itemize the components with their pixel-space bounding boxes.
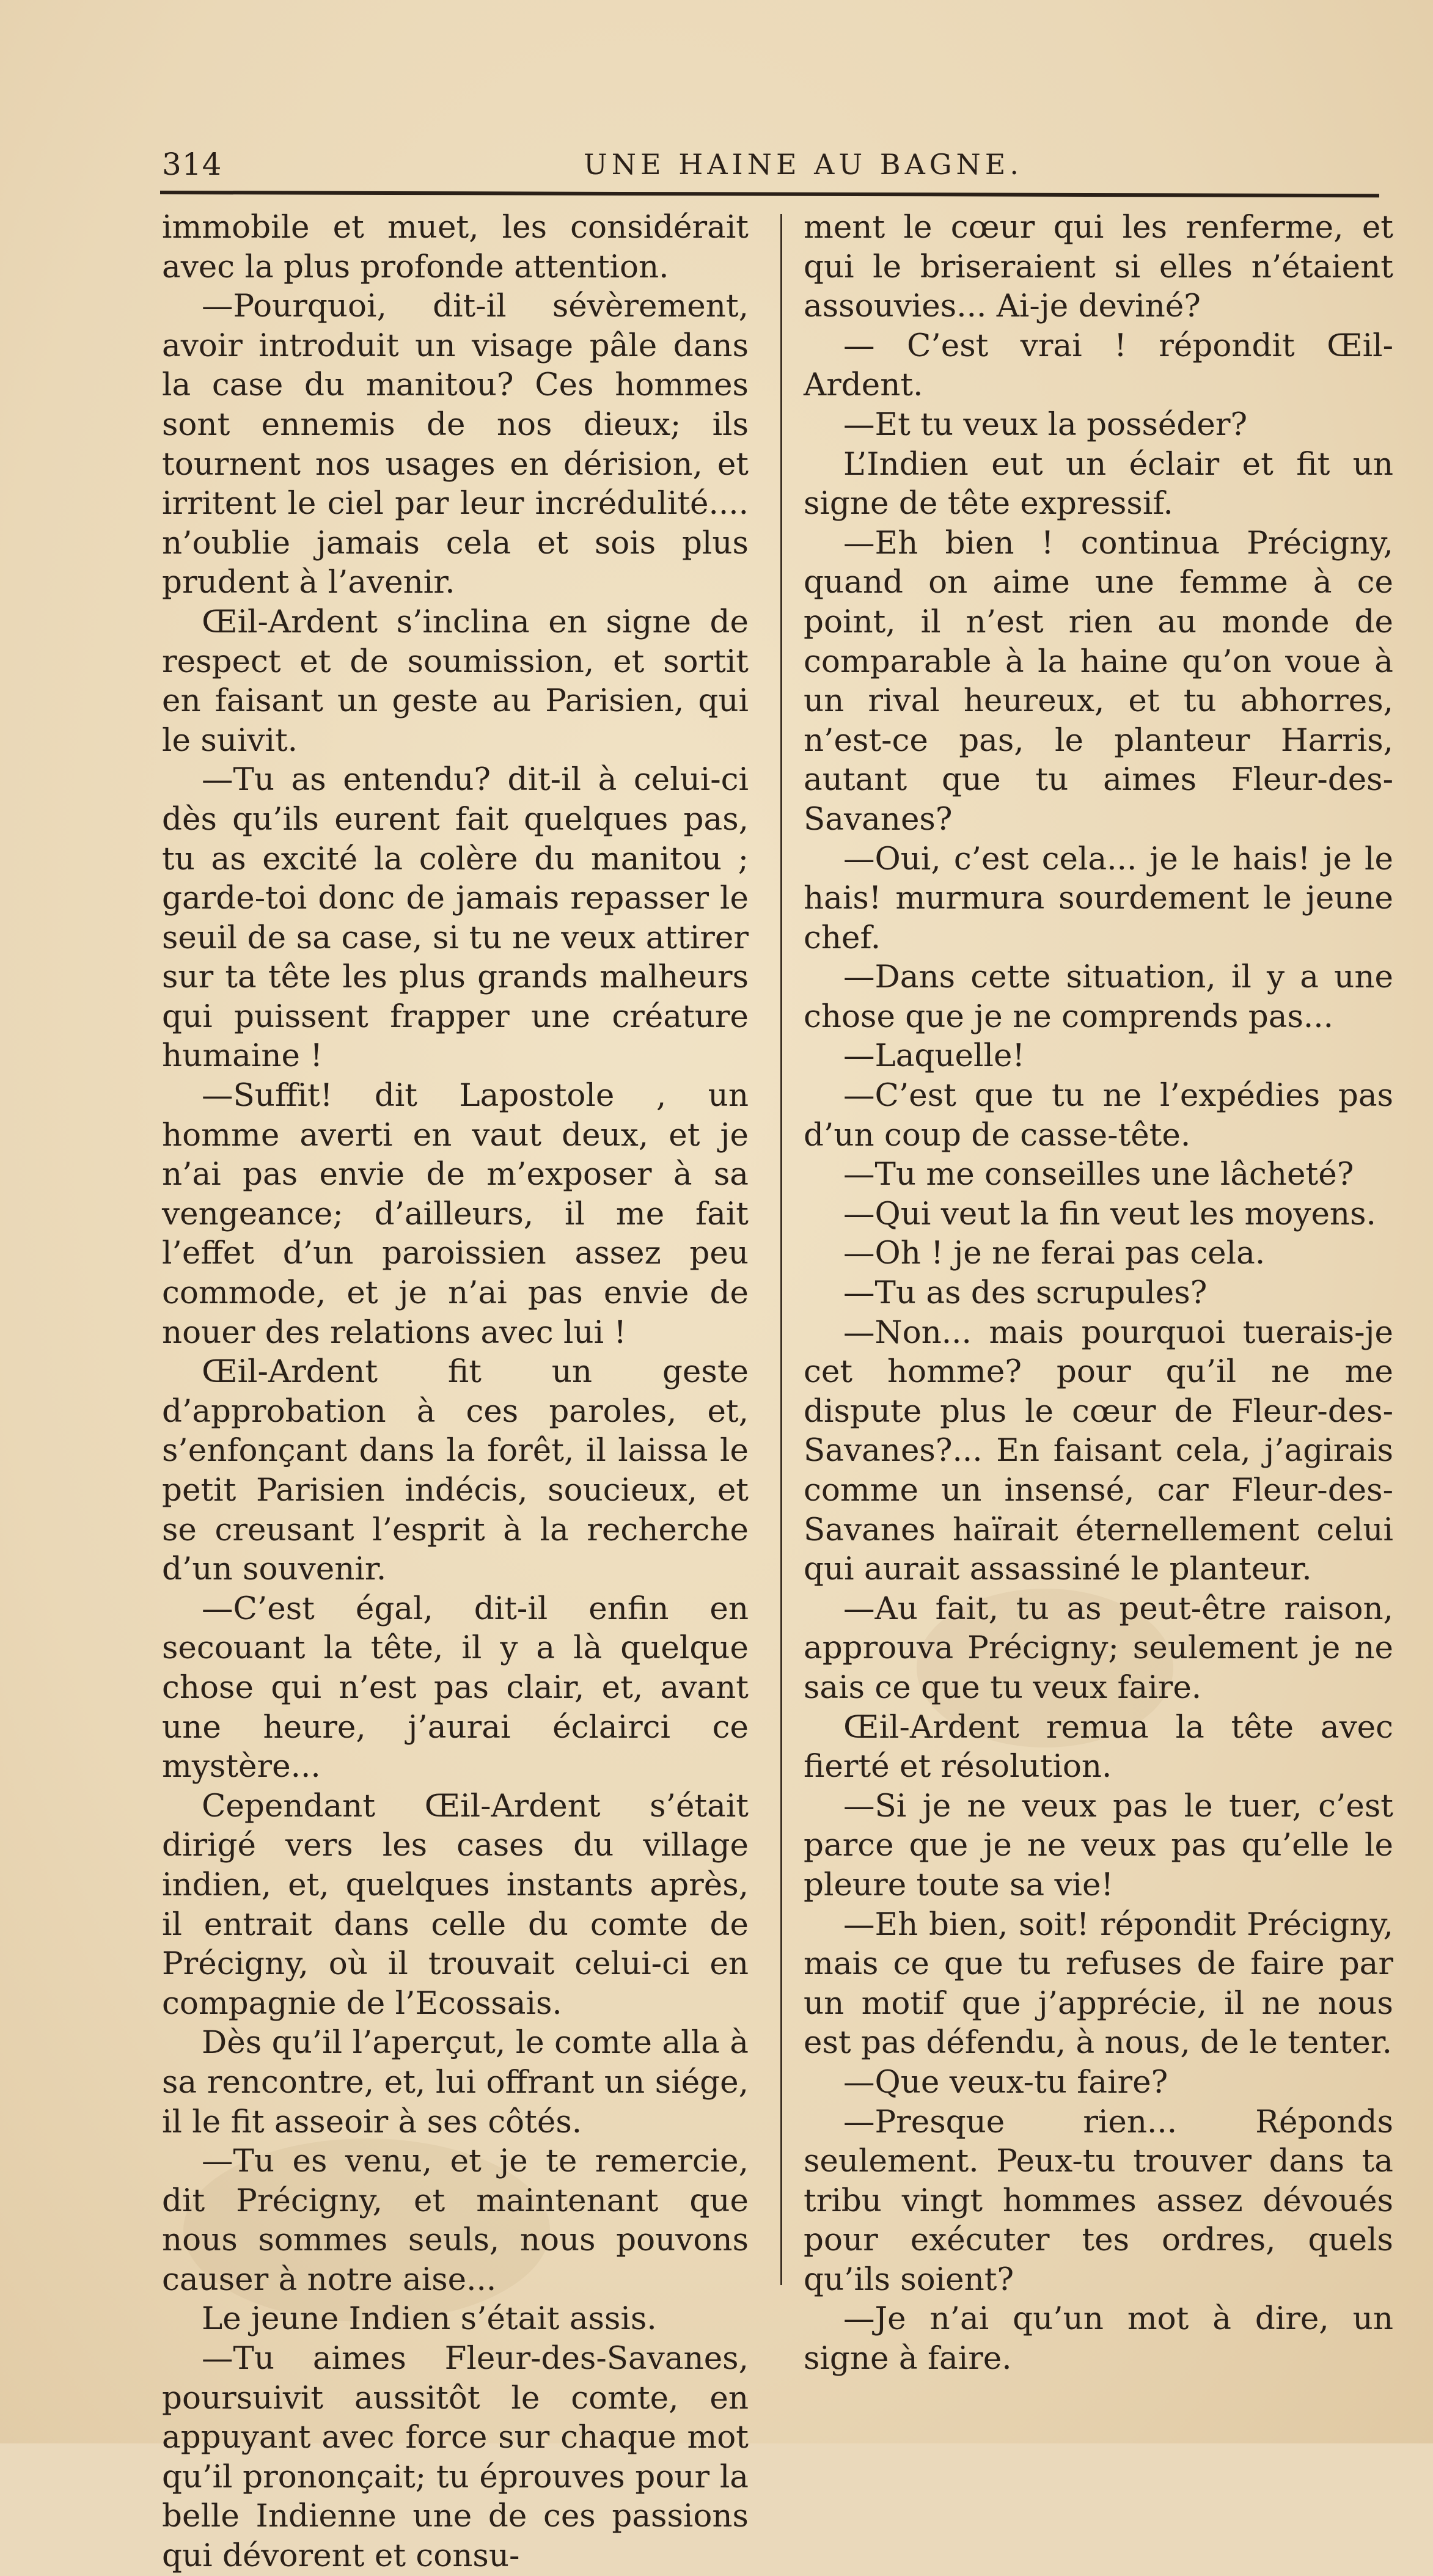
paragraph: —Non... mais pourquoi tuerais-je cet homme? pour qu’il ne me dispute plus le cœur de Fleur-des-Savanes?... En faisant cela, j’agirais comme un insensé, car Fleur-des-Savanes haïrait éternellement celui qui aurait assassiné le planteur.: [804, 1314, 1393, 1588]
paragraph: L’Indien eut un éclair et fit un signe de tête expressif.: [804, 445, 1393, 522]
paragraph: —Tu es venu, et je te remercie, dit Précigny, et maintenant que nous sommes seuls, nous pouvons causer à notre aise...: [162, 2143, 749, 2298]
left-column: [162, 208, 749, 2576]
paragraph: —Dans cette situation, il y a une chose que je ne comprends pas...: [804, 959, 1393, 1035]
paragraph: —Oui, c’est cela... je le hais! je le hais! murmura sourdement le jeune chef.: [804, 840, 1393, 956]
paragraph: —Tu me conseilles une lâcheté?: [843, 1156, 1354, 1193]
column-divider: [780, 214, 782, 2285]
paragraph: —Au fait, tu as peut-être raison, approuva Précigny; seulement je ne sais ce que tu veux faire.: [804, 1590, 1393, 1706]
paragraph: —Que veux-tu faire?: [843, 2063, 1168, 2101]
running-title: UNE HAINE AU BAGNE.: [584, 148, 1024, 181]
paragraph: Œil-Ardent s’inclina en signe de respect et de soumission, et sortit en faisant un geste au Parisien, qui le suivit.: [162, 603, 749, 759]
page-header: [162, 141, 1378, 189]
paragraph: immobile et muet, les considérait avec la plus profonde attention.: [162, 209, 749, 285]
paragraph: —Tu as entendu? dit-il à celui-ci dès qu’ils eurent fait quelques pas, tu as excité la colère du manitou ; garde-toi donc de jamais repasser le seuil de sa case, si tu ne veux attirer sur ta tête les plus grands malheurs qui puissent frapper une créature humaine !: [162, 761, 749, 1075]
right-column: [804, 208, 1393, 2379]
page-number: 314: [162, 147, 222, 182]
paragraph: —Oh ! je ne ferai pas cela.: [843, 1235, 1266, 1272]
header-rule: [160, 191, 1379, 197]
paragraph: Dès qu’il l’aperçut, le comte alla à sa rencontre, et, lui offrant un siége, il le fit asseoir à ses côtés.: [162, 2024, 749, 2140]
paragraph: —Et tu veux la posséder?: [843, 406, 1248, 443]
paragraph: —Suffit! dit Lapostole , un homme averti en vaut deux, et je n’ai pas envie de m’exposer à sa vengeance; d’ailleurs, il me fait l’effet d’un paroissien assez peu commode, et je n’ai pas envie de nouer des relations avec lui !: [162, 1077, 749, 1351]
paragraph: —Eh bien, soit! répondit Précigny, mais ce que tu refuses de faire par un motif que j’apprécie, il ne nous est pas défendu, à nous, de le tenter.: [804, 1906, 1393, 2062]
paragraph: —Pourquoi, dit-il sévèrement, avoir introduit un visage pâle dans la case du manitou? Ces hommes sont ennemis de nos dieux; ils tournent nos usages en dérision, et irritent le ciel par leur incrédulité.... n’oublie jamais cela et sois plus prudent à l’avenir.: [162, 288, 749, 601]
paragraph: Le jeune Indien s’était assis.: [202, 2300, 657, 2338]
paragraph: —Si je ne veux pas le tuer, c’est parce que je ne veux pas qu’elle le pleure toute sa vie!: [804, 1787, 1393, 1903]
paragraph: ment le cœur qui les renferme, et qui le briseraient si elles n’étaient assouvies... Ai-je deviné?: [804, 209, 1393, 325]
paragraph: —Qui veut la fin veut les moyens.: [843, 1195, 1376, 1232]
paragraph: —Tu as des scrupules?: [843, 1275, 1208, 1312]
paragraph: —Eh bien ! continua Précigny, quand on aime une femme à ce point, il n’est rien au monde de comparable à la haine qu’on voue à un rival heureux, et tu abhorres, n’est-ce pas, le planteur Harris, autant que tu aimes Fleur-des-Savanes?: [804, 524, 1393, 838]
paragraph: —C’est égal, dit-il enfin en secouant la tête, il y a là quelque chose qui n’est pas clair, et, avant une heure, j’aurai éclairci ce mystère...: [162, 1590, 749, 1785]
paragraph: —Laquelle!: [843, 1037, 1025, 1075]
paragraph: —Je n’ai qu’un mot à dire, un signe à faire.: [804, 2300, 1393, 2377]
paragraph: Œil-Ardent fit un geste d’approbation à ces paroles, et, s’enfonçant dans la forêt, il laissa le petit Parisien indécis, soucieux, et se creusant l’esprit à la recherche d’un souvenir.: [162, 1353, 749, 1588]
paragraph: Œil-Ardent remua la tête avec fierté et résolution.: [804, 1708, 1393, 1785]
paragraph: —C’est que tu ne l’expédies pas d’un coup de casse-tête.: [804, 1077, 1393, 1154]
paragraph: — C’est vrai ! répondit Œil-Ardent.: [804, 327, 1393, 404]
paragraph: —Tu aimes Fleur-des-Savanes, poursuivit aussitôt le comte, en appuyant avec force sur chaque mot qu’il prononçait; tu éprouves pour la belle Indienne une de ces passions qui dévorent et consu-: [162, 2340, 749, 2575]
paragraph: Cependant Œil-Ardent s’était dirigé vers les cases du village indien, et, quelques instants après, il entrait dans celle du comte de Précigny, où il trouvait celui-ci en compagnie de l’Ecossais.: [162, 1787, 749, 2022]
paragraph: —Presque rien... Réponds seulement. Peux-tu trouver dans ta tribu vingt hommes assez dévoués pour exécuter tes ordres, quels qu’ils soient?: [804, 2103, 1393, 2298]
